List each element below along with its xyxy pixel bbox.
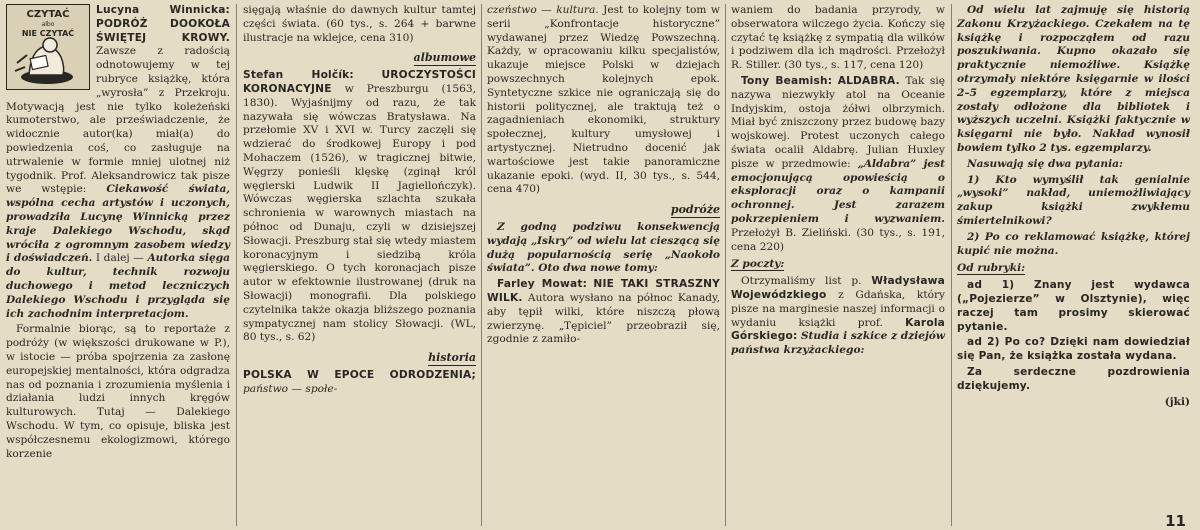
reply-text: Za serdeczne pozdrowienia dziękujemy. <box>957 365 1190 392</box>
reply-text: ad 1) Znany jest wydawca („Pojezierze” w Olsztynie), więc raczej tam prosimy skierować pytanie. <box>957 279 1190 333</box>
review-text: państwo — społe- <box>243 382 338 395</box>
book-title: Studia i szkice z dziejów państwa krzyżackiego: <box>731 330 945 357</box>
column-2 <box>243 4 476 528</box>
reader-figure-icon <box>7 5 89 89</box>
section-heading: podróże <box>670 203 720 217</box>
review-title: ALDABRA. <box>837 74 900 87</box>
review-quote: Autorka sięga do kultur, technik rozwoju duchowego i metod leczniczych Dalekiego Wschodu i przygląda się ich zachodnim interpretacjom. <box>6 252 230 320</box>
review-text: Otrzymaliśmy list p. <box>741 275 862 288</box>
review-text: Oto dwa nowe tomy: <box>538 262 658 275</box>
review-text: Przełożył B. Zieliński. (30 tys., s. 191, cena 220) <box>731 226 945 253</box>
reply-text: ad 2) Po co? Dzięki nam dowiedział się Pan, że książka została wydana. <box>957 336 1190 363</box>
review-author: Lucyna Winnicka: <box>96 4 230 16</box>
letter-text: Nasuwają się dwa pytania: <box>967 157 1123 170</box>
column-1 <box>6 4 230 528</box>
review-text: Jest to kolejny tom w serii „Konfrontacje historyczne” wydawanej przez Wiedzę Powszechną. Każdy, w opracowaniu kilku specjalistów, ukazuje miejsce Polski w dziejach powszechnych kolejnych epok. Syntetyczne szkice nie ograniczają się do historii politycznej, ale traktują też o zagadnieniach ekonomiki, struktury społecznej, kultury umysłowej i artystycznej. Nietrudno docenić jak wartościowe jest takie panoramiczne ukazanie epoki. (wyd. II, 30 tys., s. 544, cena 470) <box>487 4 720 196</box>
column-divider <box>236 4 237 526</box>
logo-line-1: CZYTAĆ <box>26 9 70 20</box>
column-5 <box>957 4 1190 528</box>
column-divider <box>481 4 482 526</box>
review-title: PODRÓŻ DOOKOŁA ŚWIĘTEJ KROWY. <box>96 17 230 44</box>
review-title: POLSKA W EPOCE ODRODZENIA; <box>243 368 476 381</box>
czytac-logo <box>6 4 90 90</box>
review-text: sięgają właśnie do dawnych kultur tamtej części świata. (60 tys., s. 264 + barwne ilustracje na wklejce, cena 310) <box>243 4 476 44</box>
page-number: 11 <box>1165 512 1186 530</box>
review-text: „Iskry” od wielu lat cieszącą się dużą popularnością serię „Naokoło świata”. <box>487 234 720 275</box>
letter-text: 1) Kto wymyślił tak genialnie „wysoki” nakład, uniemożliwiający zakup książki zwykłemu śmiertelnikowi? <box>957 173 1190 227</box>
review-text: Z godną podziwu konsekwencją wydają <box>487 220 720 247</box>
review-text: z Gdańska, który pisze na marginesie naszej informacji o wydaniu książki prof. <box>731 288 946 329</box>
review-text: w Preszburgu (1563, 1830). Wyjaśnijmy od razu, że tak nazywała się wówczas Bratysława. Na przełomie XV i XVI w. Turcy zaczęli się wdzierać do środkowej Europy i pod Mohaczem (1526), w tragicznej bitwie, Węgrzy ponieśli klęskę (zginął król węgierski Ludwik II Jagiellończyk). Wówczas węgierska szlachta szukała schronienia w warownych miastach na północ od Dunaju, czyli w dzisiejszej Słowacji. Preszburg stał się wtedy miastem koronacyjnym i siedzibą króla węgierskiego. O tych koronacjach pisze autor w efektownie ilustrowanej (druk na Słowacji) monografii. Dla polskiego czytelnika także okazja bliższego poznania sympatycznej nam stolicy Słowacji. (WL, 80 tys., s. 62) <box>243 82 476 344</box>
column-4 <box>731 4 945 528</box>
book-author: Karola Górskiego: <box>731 316 945 343</box>
review-quote: Ciekawość świata, wspólna cecha artystów i uczonych, prowadziła Lucynę Winnicką przez kraje Dalekiego Wschodu, skąd wróciła z ogromnym zasobem wiedzy i doświadczeń. <box>6 183 231 265</box>
letter-text: 2) Po co reklamować książkę, której kupić nie można. <box>957 230 1190 257</box>
review-author: Tony Beamish: <box>741 74 833 87</box>
review-title: czeństwo — kultura. <box>487 4 599 16</box>
review-author: Stefan Holčík: <box>243 69 354 82</box>
review-title: UROCZYSTOŚCI KORONACYJNE <box>243 69 476 95</box>
review-text: Tak się nazywa niezwykły atol na Oceanie Indyjskim, ostoja żółwi olbrzymich. Miał być zniszczony przez budowę bazy wojskowej. Protest uczonych całego świata ocalił Aldabrę. Julian Huxley pisze w przedmowie: <box>731 74 946 170</box>
section-heading: Z poczty: <box>731 258 785 271</box>
review-text: Autora wysłano na północ Kanady, aby tępił wilki, które niszczą płową zwierzynę. „Tępiciel” przeobraził się, zgodnie z zamiło- <box>487 291 720 346</box>
section-heading: historia <box>428 351 476 365</box>
review-text: waniem do badania przyrody, w obserwatora wilczego życia. Kończy się czytać tę książkę z sympatią dla wilków i podziwem dla ich mądrości. Przełożył R. Stiller. (30 tys., s. 117, cena 120) <box>731 4 945 72</box>
column-3 <box>487 4 720 528</box>
signature: (jki) <box>1164 395 1190 408</box>
review-text: Zawsze z radością odnotowujemy w tej rubryce książkę, która „wyrosła” z Przekroju. Motywacją jest nie tylko koleżeński kumoterstwo, ale przeświadczenie, że widocznie autor(ka) miał(a) do powiedzenia coś, co zasługuje na utrwalenie w formie mniej ulotnej niż tygodnik. Prof. Aleksandrowicz tak pisze we wstępie: <box>6 45 230 196</box>
column-divider <box>951 4 952 526</box>
review-text: I dalej — <box>95 252 144 265</box>
letter-text: Od wielu lat zajmuję się historią Zakonu Krzyżackiego. Czekałem na tę książkę i rozpocząłem od razu poszukiwania. Kupno okazało się praktycznie niemożliwe. Książkę otrzymały niektóre księgarnie w ilości 2–5 egzemplarzy, które z miejsca zostały odłożone dla bibliotek i wyższych uczelni. Książki faktycznie w księgarni nie było. Nakład wynosił bowiem tylko 2 tys. egzemplarzy. <box>957 4 1190 154</box>
review-author: Farley Mowat: <box>497 278 588 291</box>
letter-author: Władysława Wojewódzkiego <box>731 275 945 301</box>
section-heading: Od rubryki: <box>957 262 1026 275</box>
column-divider <box>725 4 726 526</box>
review-title: NIE TAKI STRASZNY WILK. <box>487 278 721 304</box>
review-quote: „Aldabra” jest emocjonującą opowieścią o eksploracji oraz o kampanii ochronnej. Jest zarazem pokrzepieniem i wyzwaniem. <box>731 157 945 225</box>
logo-line-3: NIE CZYTAĆ <box>21 29 75 38</box>
review-text: Formalnie biorąc, są to reportaże z podróży (w większości drukowane w P.), w istocie — próba spojrzenia za zasłonę europejskiej mentalności, która odgradza nas od poznania i zrozumienia myślenia i działania ludzi innych kręgów kulturowych. Tutaj — Dalekiego Wschodu. W tym, co opisuje, bliska jest współczesnemu ekologizmowi, którego korzenie <box>6 323 230 460</box>
section-heading: albumowe <box>413 51 476 65</box>
logo-line-2: albo <box>41 21 55 28</box>
